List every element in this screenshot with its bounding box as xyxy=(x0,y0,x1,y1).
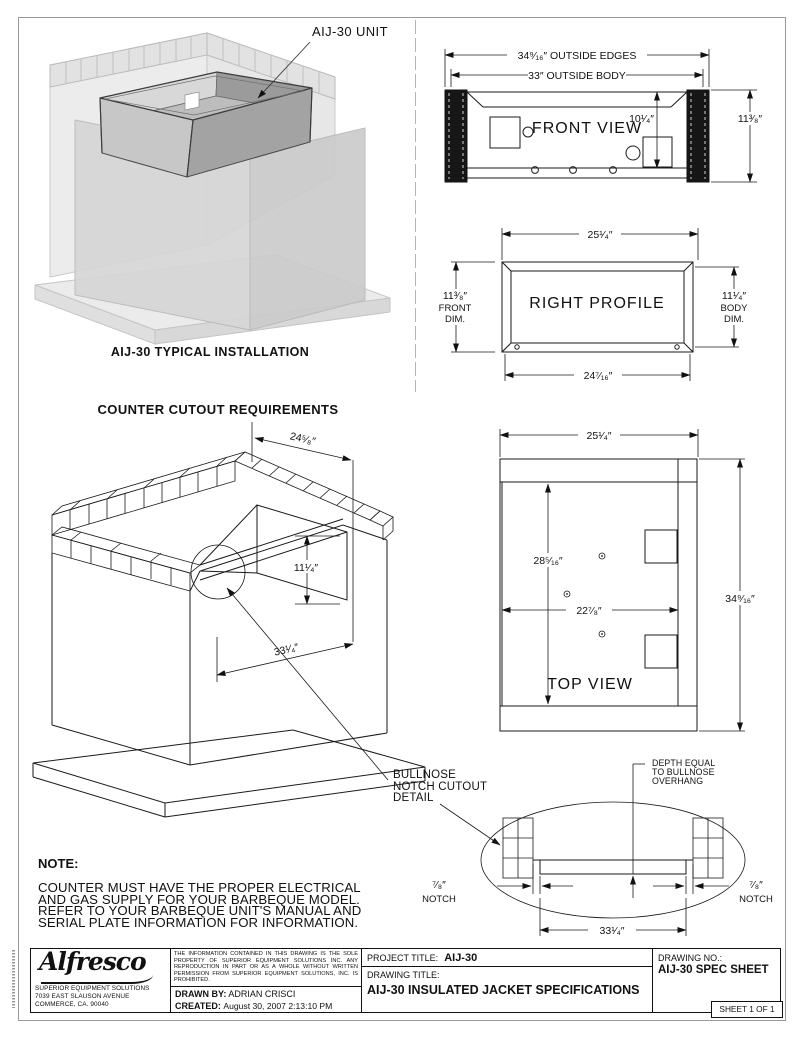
note-heading: NOTE: xyxy=(38,856,79,871)
installation-caption: AIJ-30 TYPICAL INSTALLATION xyxy=(110,345,310,359)
top-view-drawing xyxy=(425,413,795,748)
depth-callout-line3: OVERHANG xyxy=(652,776,704,786)
topview-overall-dim xyxy=(699,459,765,731)
bullnose-detail-leader xyxy=(227,588,388,780)
left-bullnose-tiles xyxy=(503,818,533,878)
access-panel xyxy=(643,137,672,167)
dim-overall: 34⁹⁄₁₆″ xyxy=(725,593,755,605)
logo-swash xyxy=(41,975,153,984)
dim-inner-depth: 28⁵⁄₁₆″ xyxy=(533,555,563,567)
notch-width-dim xyxy=(540,898,686,937)
front-view-drawing xyxy=(425,35,795,195)
front-view-title: FRONT VIEW xyxy=(531,120,643,137)
top-view-title: TOP VIEW xyxy=(547,676,633,693)
unit-label: AIJ-30 UNIT xyxy=(312,24,388,39)
dim-cutout-width: 33¹⁄₄″ xyxy=(272,641,300,659)
dim-door-height: 10¹⁄₄″ xyxy=(629,113,654,125)
counter-cutout-title: COUNTER CUTOUT REQUIREMENTS xyxy=(97,402,339,417)
drawn-by-row xyxy=(175,989,357,1001)
section-divider-line xyxy=(415,20,416,392)
installation-drawing xyxy=(25,15,415,360)
dim-inner-width: 22⁷⁄₈″ xyxy=(576,605,602,617)
dim-outside-edges: 34⁹⁄₁₆″ OUTSIDE EDGES xyxy=(517,50,637,62)
profile-body-dim xyxy=(695,267,758,347)
created-row xyxy=(175,1001,357,1013)
created-value: August 30, 2007 2:13:10 PM xyxy=(223,1000,333,1011)
counter-cutout-drawing xyxy=(25,420,435,820)
note-line-3: REFER TO YOUR BARBEQUE UNIT'S MANUAL AND xyxy=(38,903,362,919)
project-title-value: AIJ-30 xyxy=(444,952,478,964)
profile-top-dim xyxy=(502,228,698,261)
company-city: COMMERCE, CA. 90040 xyxy=(35,1001,109,1009)
drawn-by-value: ADRIAN CRISCI xyxy=(228,989,296,999)
drawing-title-value: AIJ-30 INSULATED JACKET SPECIFICATIONS xyxy=(367,983,640,997)
right-profile-drawing xyxy=(425,213,795,398)
dim-profile-bottom: 24⁷⁄₁₆″ xyxy=(583,370,613,382)
topview-top-dim xyxy=(500,429,698,458)
left-notch-word: NOTCH xyxy=(422,894,456,905)
bullnose-callout xyxy=(393,770,487,805)
front-dim-word2: DIM. xyxy=(444,314,466,325)
cutout-interior xyxy=(200,505,347,600)
front-view-dimensions xyxy=(445,49,709,88)
dim-notch-width: 33¹⁄₄″ xyxy=(599,925,625,937)
legal-notice: THE INFORMATION CONTAINED IN THIS DRAWING IS THE SOLE PROPERTY OF SUPERIOR EQUIPMENT SOLUTIONS INC. ANY REPRODUCTION IN PART OR AS A WHOLE WITHOUT WRITTEN PERMISSION FROM SUPERIOR EQUIPMENT SOLUTIONS, INC. IS PROHIBITED. xyxy=(171,949,361,987)
dim-topview-top: 25¹⁄₄″ xyxy=(586,430,612,442)
right-profile-title: RIGHT PROFILE xyxy=(529,295,665,312)
title-block xyxy=(30,948,781,1013)
alfresco-logo: Alfresco xyxy=(39,947,146,976)
bullnose-callout-line1: BULLNOSE xyxy=(393,769,456,781)
front-dim-value: 11³⁄₈″ xyxy=(442,290,468,302)
title-block-legal-cell xyxy=(171,949,362,1012)
island-body xyxy=(52,519,387,765)
note-body xyxy=(38,882,361,928)
created-label: CREATED: xyxy=(175,1000,221,1011)
depth-leader xyxy=(633,764,645,898)
note-line-4: SERIAL PLATE INFORMATION FOR INFORMATION. xyxy=(38,914,359,930)
dim-overall-height: 11³⁄₈″ xyxy=(737,113,763,125)
notch-dims xyxy=(422,864,773,905)
drawn-created-rows xyxy=(171,987,361,1014)
jacket-back-opening xyxy=(185,92,199,110)
dim-cutout-depth: 24⁵⁄₈″ xyxy=(288,430,317,448)
dim-cutout-back-height: 11¹⁄₄″ xyxy=(293,562,319,574)
left-notch-dim: ⁷⁄₈″ xyxy=(432,879,446,891)
drawing-no-label: DRAWING NO.: xyxy=(658,953,723,963)
project-title-row xyxy=(362,949,652,967)
company-address xyxy=(35,985,150,1010)
note-line-1: COUNTER MUST HAVE THE PROPER ELECTRICAL xyxy=(38,880,361,895)
bullnose-callout-line3: DETAIL xyxy=(393,792,434,804)
right-notch-dim: ⁷⁄₈″ xyxy=(749,879,763,891)
sheet-number-box: SHEET 1 OF 1 xyxy=(711,1001,783,1018)
back-left-tile-ledge xyxy=(52,452,245,535)
title-block-company-cell xyxy=(31,949,171,1012)
callout-leader-into-detail xyxy=(440,804,500,845)
right-bullnose-tiles xyxy=(693,818,723,878)
dim-outside-body: 33″ OUTSIDE BODY xyxy=(528,70,626,82)
body-dim-word2: DIM. xyxy=(723,314,745,325)
drawn-by-label: DRAWN BY: xyxy=(175,989,227,999)
round-opening xyxy=(626,146,640,160)
body-dim-value: 11¹⁄₄″ xyxy=(721,290,747,302)
profile-bottom-dim xyxy=(505,354,690,382)
right-notch-word: NOTCH xyxy=(739,894,773,905)
vertical-microtext xyxy=(12,950,15,1008)
control-panel xyxy=(490,117,520,148)
project-title-label: PROJECT TITLE: xyxy=(367,953,439,963)
dim-profile-top: 25¹⁄₄″ xyxy=(587,229,613,241)
back-right-tile-ledge xyxy=(235,452,393,540)
depth-callout xyxy=(652,759,715,786)
depth-callout-line1: DEPTH EQUAL xyxy=(652,758,716,768)
drawing-no-value: AIJ-30 SPEC SHEET xyxy=(658,964,769,976)
drawing-title-label: DRAWING TITLE: xyxy=(367,970,440,980)
body-dim-word1: BODY xyxy=(720,303,748,314)
island-base-slab xyxy=(33,730,425,817)
bullnose-callout-line2: NOTCH CUTOUT xyxy=(393,780,488,793)
front-dim-word1: FRONT xyxy=(438,303,472,314)
profile-front-dim xyxy=(433,262,495,352)
title-block-titles-cell xyxy=(362,949,653,1012)
notch-section xyxy=(533,860,693,874)
front-left-tile-ledge xyxy=(52,527,200,591)
company-name: SUPERIOR EQUIPMENT SOLUTIONS xyxy=(35,985,150,992)
note-line-2: AND GAS SUPPLY FOR YOUR BARBEQUE MODEL. xyxy=(38,891,360,907)
company-street: 7039 EAST SLAUSON AVENUE xyxy=(35,993,130,1001)
depth-callout-line2: TO BULLNOSE xyxy=(652,767,715,777)
